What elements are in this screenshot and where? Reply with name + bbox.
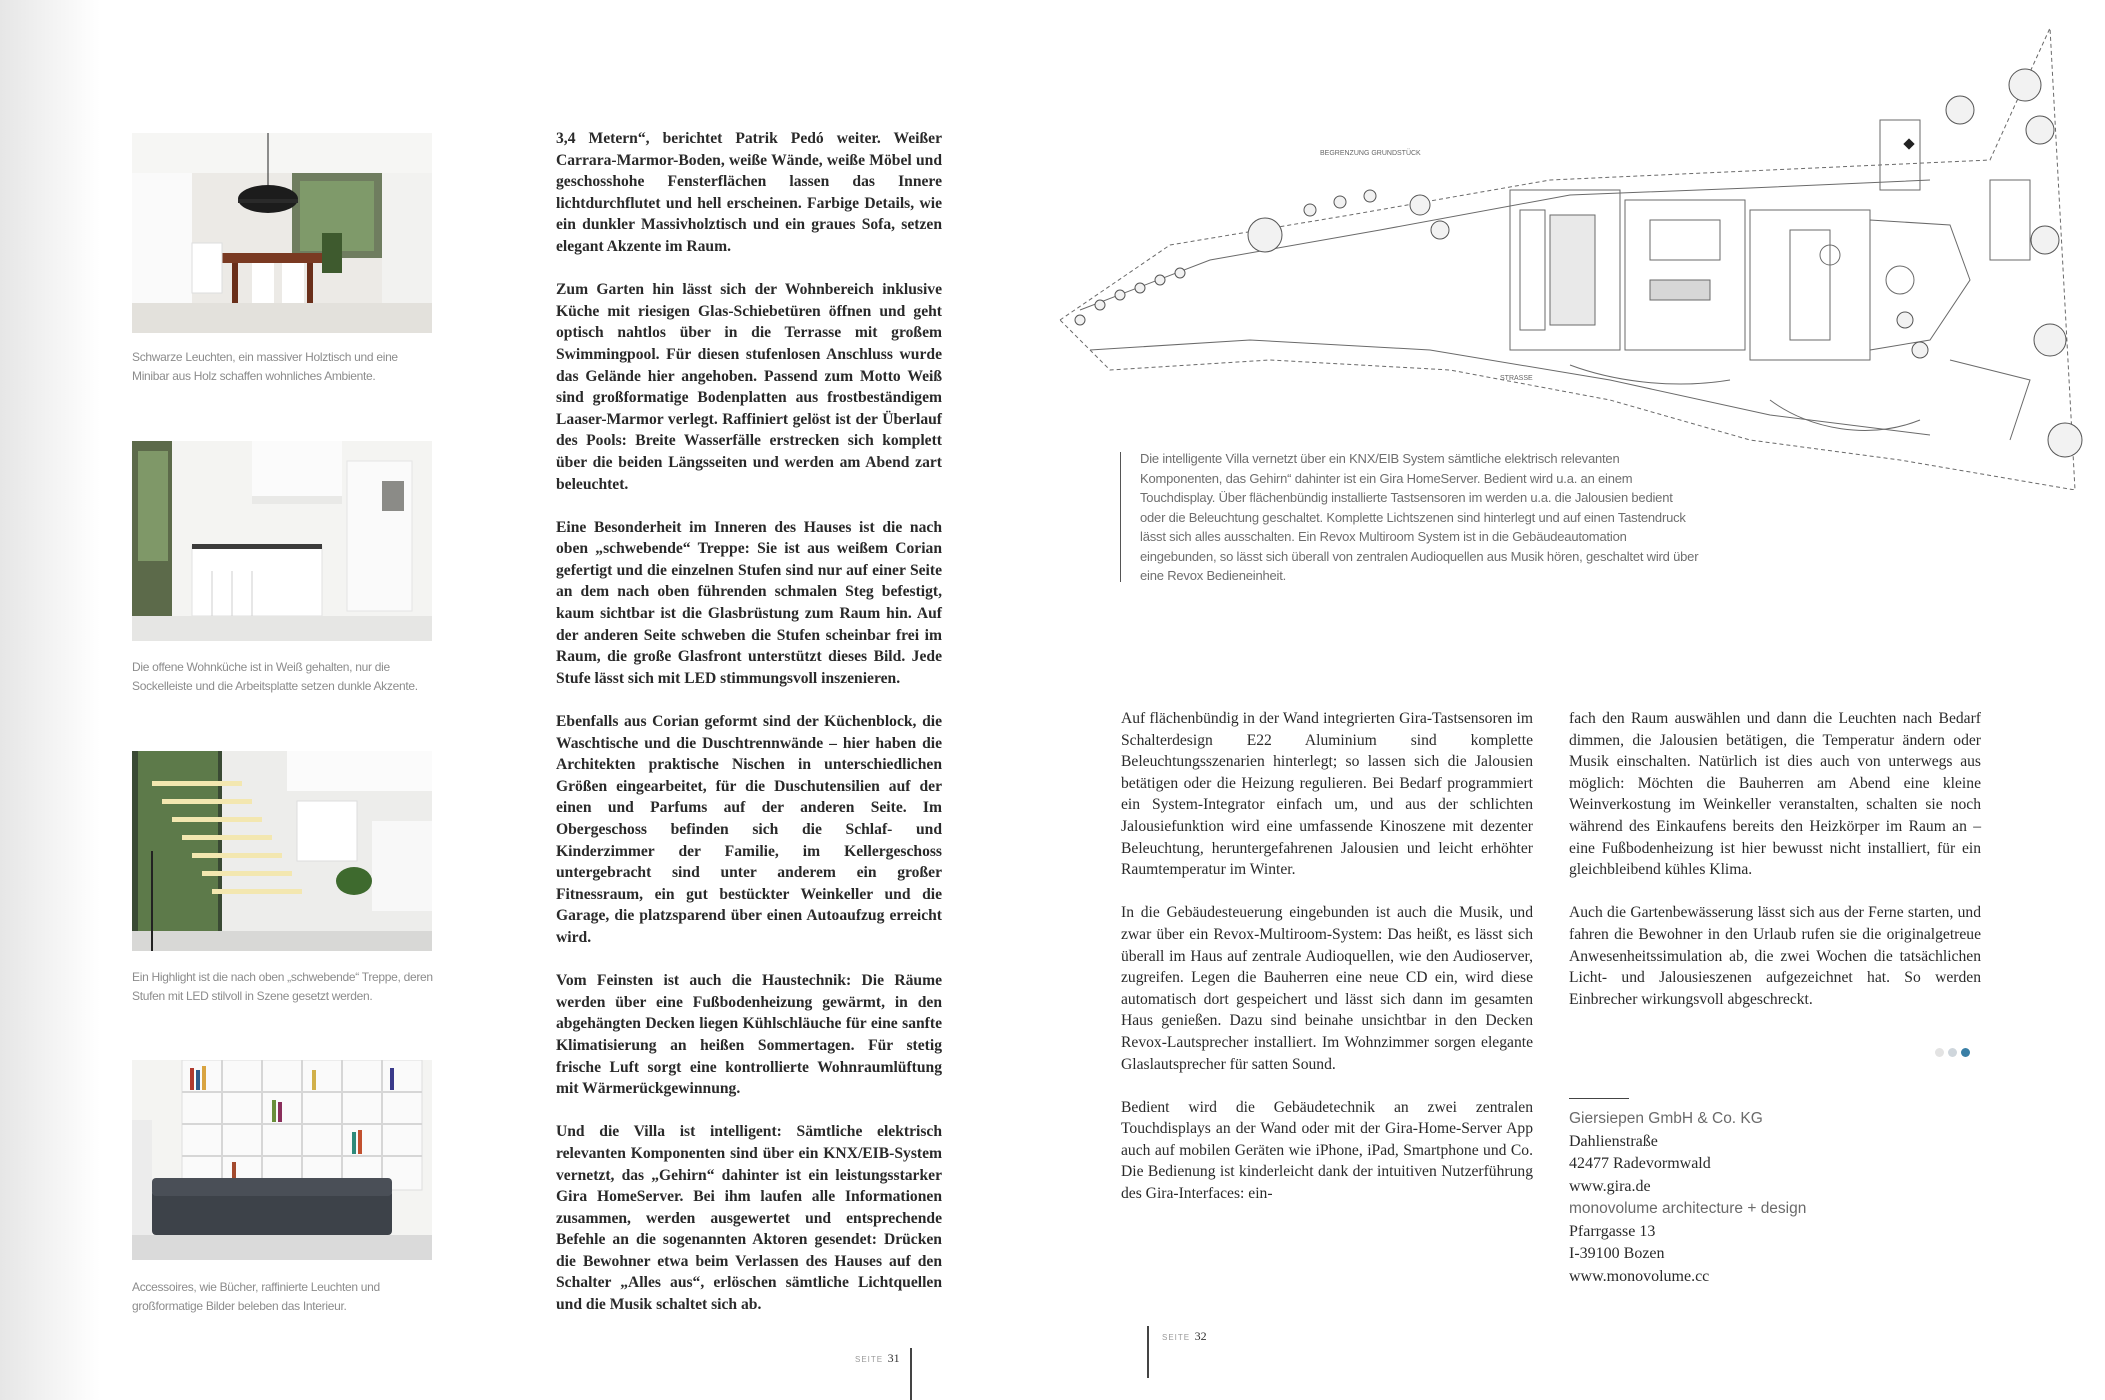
plan-label-street: STRASSE <box>1500 375 1533 382</box>
folio-rule-right <box>1147 1326 1149 1378</box>
right-col1-paragraph-1: Auf flächenbündig in der Wand integrierten Gira-Tastsensoren im Schalterdesign E22 Aluminium sind komplette Beleuchtungsszenarien hinterlegt; so lassen sich die Jalousien betätigen oder die Heizung regulieren. Bei Bedarf programmiert ein System-Integrator einfach um, und aus der schlichten Jalousiefunktion wird eine umfassende Kinoszene mit dezenter Beleuchtung, heruntergefahrenen Jalousien und leicht erhöhter Raumtemperatur im Winter. <box>1121 710 1533 879</box>
page-number-31: SEITE 31 <box>855 1351 900 1365</box>
contact-info <box>1569 1108 1869 1288</box>
article-end-marker <box>1935 1048 1970 1057</box>
caption-dining-room: Schwarze Leuchten, ein massiver Holztisch und eine Minibar aus Holz schaffen wohnliches Ambiente. <box>132 350 398 383</box>
left-paragraph-5: Vom Feinsten ist auch die Haustechnik: Die Räume werden über eine Fußbodenheizung gewärmt, in den abgehängten Decken liegen Kühlschläuche für eine sanfte Klimatisierung an heißen Sommertagen. Für stetig frische Luft sorgt eine kontrollierte Wohnraumlüftung mit Wärmerückgewinnung. <box>556 972 942 1098</box>
page-gutter-shadow <box>0 0 100 1400</box>
site-plan-caption: Die intelligente Villa vernetzt über ein KNX/EIB System sämtliche elektrisch relevanten Komponenten, das Gehirn“ dahinter ist ein Gira HomeServer. Bedient wird u.a. an einem Touchdisplay. Über flächenbündig installierte Tastsensoren im werden u.a. die Jalousien bedient oder die Beleuchtung geschaltet. Komplette Lichtszenen sind hinterlegt und auf einen Tastendruck lässt sich alles ausschalten. Ein Revox Multiroom System ist in die Gebäudeautomation eingebunden, so lässt sich überall von zentralen Audioquellen aus Musik hören, geschaltet wird über eine Revox Bedieneinheit. <box>1140 451 1699 583</box>
contact-company: Giersiepen GmbH & Co. KG <box>1569 1110 1763 1127</box>
left-paragraph-4: Ebenfalls aus Corian geformt sind der Küchenblock, die Waschtische und die Duschtrennwände – hier haben die Architekten praktische Nischen in unterschiedlichen Größen eingearbeitet, für die Duschutensilien auf der einen und Parfums auf der anderen Seite. Im Obergeschoss befinden sich die Schlaf- und Kinderzimmer der Familie, im Kellergeschoss untergebracht sind unter anderem ein großer Fitnessraum, ein gut bestückter Weinkeller und die Garage, die platzsparend über einen Autoaufzug erreicht wird. <box>556 713 942 946</box>
living-room-photo <box>132 1060 432 1260</box>
right-col2-paragraph-1: fach den Raum auswählen und dann die Leuchten nach Bedarf dimmen, die Jalousien betätigen, die Temperatur ändern oder Musik einschalten. Natürlich ist dies auch von unterwegs aus möglich: Möchten die Bauherren am Abend eine kleine Weinverkostung im Weinkeller veranstalten, schalten sie noch während des Einkaufens bereits den Heizkörper im Raum an – eine Fußbodenheizung ist hier bewusst nicht installiert, für ein gleichbleibend kühles Klima. <box>1569 710 1981 879</box>
caption-living-room: Accessoires, wie Bücher, raffinierte Leuchten und großformatige Bilder beleben das Interieur. <box>132 1280 380 1313</box>
folio-rule-left <box>910 1348 912 1400</box>
contact-street-2: Pfarrgasse 13 <box>1569 1222 1656 1240</box>
contact-city-2: I-39100 Bozen <box>1569 1245 1665 1262</box>
right-article-column-1 <box>1121 708 1533 1205</box>
left-paragraph-1: 3,4 Metern“, berichtet Patrik Pedó weiter. Weißer Carrara-Marmor-Boden, weiße Wände, weiße Möbel und geschosshohe Fensterflächen lassen das Innere lichtdurchflutet und hell erscheinen. Farbige Details, wie ein dunkler Massivholztisch und ein graues Sofa, setzen elegant Akzente im Raum. <box>556 130 942 255</box>
contact-web-link-2[interactable]: www.monovolume.cc <box>1569 1267 1710 1285</box>
plan-label-boundary: BEGRENZUNG GRUNDSTÜCK <box>1320 150 1421 157</box>
site-plan-drawing <box>1050 20 2085 490</box>
caption-staircase: Ein Highlight ist die nach oben „schwebende“ Treppe, deren Stufen mit LED stilvoll in Szene gesetzt werden. <box>132 970 433 1003</box>
right-col2-paragraph-2: Auch die Gartenbewässerung lässt sich aus der Ferne starten, und fahren die Bewohner in den Urlaub rufen sie die originalgetreue Anwesenheitssimulation ab, die zwei Wochen die tatsächlichen Licht- und Jalousieszenen aufgezeichnet hat. So werden Einbrecher wirkungsvoll abgeschreckt. <box>1569 904 1981 1008</box>
contact-divider <box>1569 1098 1629 1099</box>
contact-city: 42477 Radevormwald <box>1569 1155 1711 1172</box>
end-dot-1 <box>1935 1048 1944 1057</box>
left-paragraph-3: Eine Besonderheit im Inneren des Hauses ist die nach oben „schwebende“ Treppe: Sie ist aus weißem Corian gefertigt und die einzelnen Stufen sind nur auf einer Seite an dem nach oben führenden schmalen Steg befestigt, kaum sichtbar ist die Glasbrüstung zum Raum hin. Auf der anderen Seite schweben die Stufen scheinbar frei im Raum, die große Glasfront unterstützt dieses Bild. Jede Stufe lässt sich mit LED stimmungsvoll inszenieren. <box>556 518 942 687</box>
left-paragraph-6: Und die Villa ist intelligent: Sämtliche elektrisch relevanten Komponenten sind über ein KNX/EIB-System vernetzt, das „Gehirn“ dahinter ist ein leistungsstarker Gira HomeServer. Bei ihm laufen alle Informationen zusammen, werden ausgewertet und entsprechende Befehle an die sogenannten Aktoren gesendet: Drücken die Bewohner etwa beim Verlassen des Hauses auf den Schalter „Alles aus“, erlöschen sämtliche Lichtquellen und die Musik schaltet sich ab. <box>556 1123 942 1314</box>
end-dot-2 <box>1948 1048 1957 1057</box>
left-article-column <box>556 128 942 1316</box>
caption-kitchen: Die offene Wohnküche ist in Weiß gehalten, nur die Sockelleiste und die Arbeitsplatte setzen dunkle Akzente. <box>132 660 418 693</box>
staircase-photo <box>132 751 432 951</box>
contact-street: Dahlienstraße <box>1569 1132 1658 1150</box>
right-article-column-2 <box>1569 708 1981 1010</box>
dining-room-photo <box>132 133 432 333</box>
page-number-32: SEITE 32 <box>1162 1329 1207 1343</box>
contact-architect: monovolume architecture + design <box>1569 1200 1807 1217</box>
contact-web-link[interactable]: www.gira.de <box>1569 1177 1651 1195</box>
right-col1-paragraph-2: In die Gebäudesteuerung eingebunden ist auch die Musik, und zwar über ein Revox-Multiroom-System: Das heißt, es lässt sich überall im Haus auf zentrale Audioquellen, wie den Audioserver, zugreifen. Legen die Bauherren eine neue CD ein, wird diese automatisch dort gespeichert und lässt sich dann im gesamten Haus genießen. Dazu sind beinahe unsichtbar in den Decken Revox-Lautsprecher installiert. Im Wohnzimmer sorgen elegante Glaslautsprecher für satten Sound. <box>1121 904 1533 1073</box>
end-dot-3 <box>1961 1048 1970 1057</box>
right-col1-paragraph-3: Bedient wird die Gebäudetechnik an zwei zentralen Touchdisplays an der Wand oder mit der Gira-Home-Server App auch auf mobilen Geräten wie iPhone, iPad, Smartphone und Co. Die Bedienung ist kinderleicht dank der intuitiven Nutzerführung des Gira-Interfaces: ein- <box>1121 1098 1533 1203</box>
left-paragraph-2: Zum Garten hin lässt sich der Wohnbereich inklusive Küche mit riesigen Glas-Schiebetüren öffnen und geht optisch nahtlos über in die Terrasse mit großem Swimmingpool. Für diesen stufenlosen Anschluss wurde das Gelände hier angehoben. Passend zum Motto Weiß sind großformatige Bodenplatten aus frostbeständigem Laaser-Marmor verlegt. Raffiniert gelöst ist der Überlauf des Pools: Breite Wasserfälle erstrecken sich komplett über die beiden Längsseiten und werden am Abend zart beleuchtet. <box>556 281 942 493</box>
kitchen-photo <box>132 441 432 641</box>
plan-caption-rule <box>1120 452 1121 582</box>
